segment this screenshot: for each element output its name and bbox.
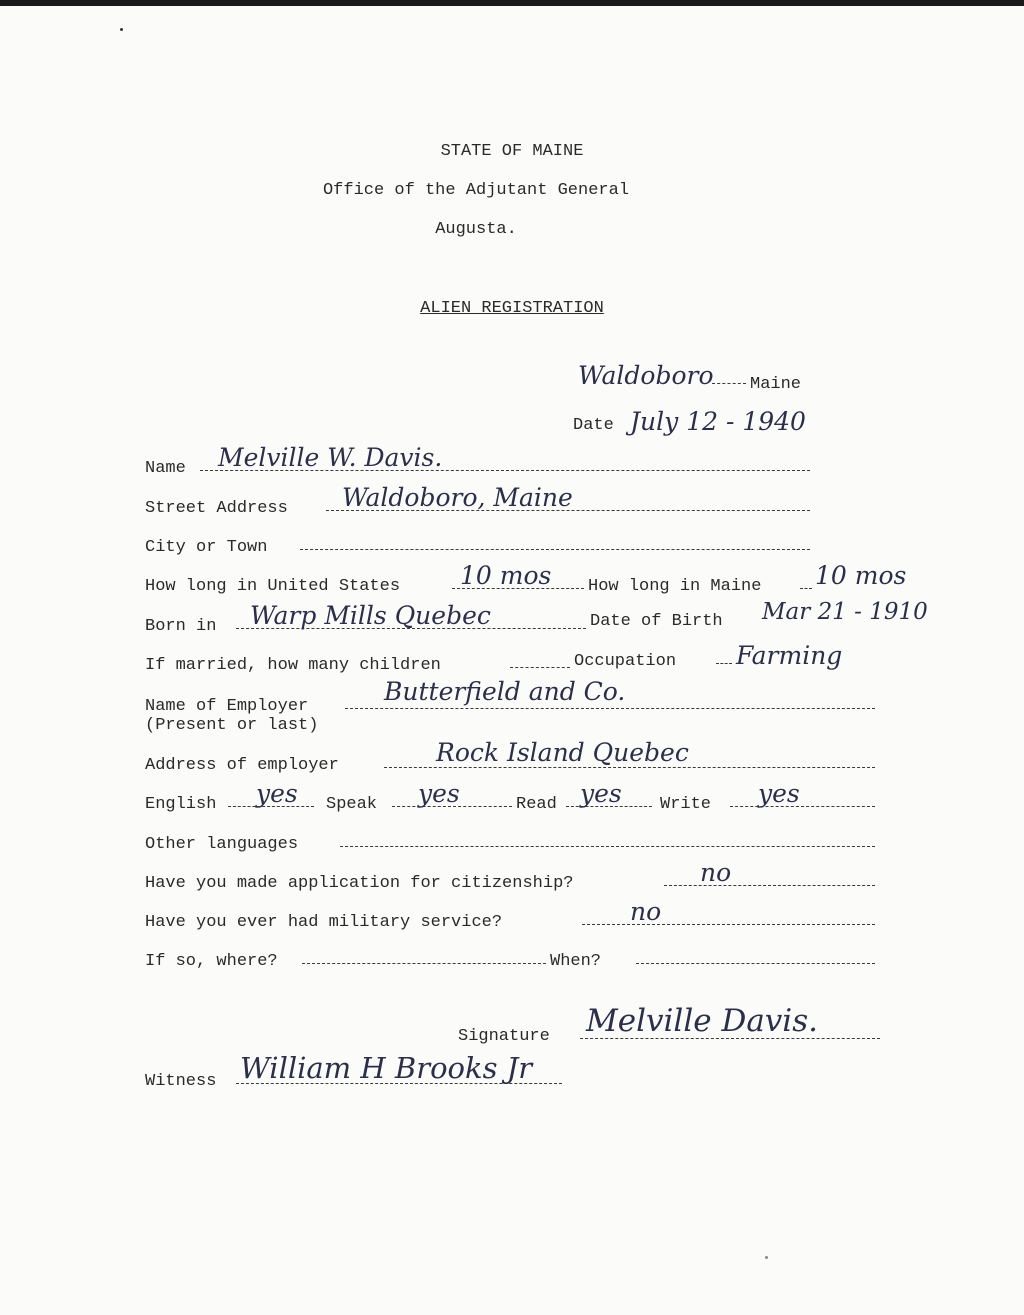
- write-label: Write: [660, 795, 712, 814]
- paper-speck: [120, 28, 123, 31]
- handwritten-dob: Mar 21 - 1910: [762, 599, 928, 625]
- when-line: [636, 963, 875, 964]
- city-line: [300, 549, 810, 550]
- handwritten-occupation: Farming: [736, 641, 843, 670]
- handwritten-date: July 12 - 1940: [630, 407, 806, 436]
- handwritten-howlong-us: 10 mos: [460, 561, 552, 590]
- witness-label: Witness: [145, 1072, 217, 1091]
- citizenship-line: [664, 885, 875, 886]
- header-state: STATE OF MAINE: [440, 142, 584, 161]
- speak-label: Speak: [326, 795, 378, 814]
- handwritten-emp-address: Rock Island Quebec: [436, 738, 689, 767]
- occupation-label: Occupation: [574, 652, 677, 671]
- paper-speck: [765, 1256, 768, 1259]
- military-label: Have you ever had military service?: [145, 913, 503, 932]
- handwritten-born: Warp Mills Quebec: [250, 601, 491, 630]
- when-label: When?: [550, 952, 602, 971]
- where-label: If so, where?: [145, 952, 278, 971]
- children-line: [510, 667, 570, 668]
- handwritten-read: yes: [580, 779, 622, 808]
- emp-address-line: [384, 767, 875, 768]
- handwritten-street: Waldoboro, Maine: [342, 483, 573, 512]
- employer-sub-label: (Present or last): [145, 716, 319, 735]
- handwritten-military: no: [630, 897, 662, 926]
- place-dash: [712, 383, 746, 384]
- handwritten-howlong-me: 10 mos: [815, 561, 907, 590]
- form-title: ALIEN REGISTRATION: [420, 299, 604, 318]
- military-line: [582, 924, 875, 925]
- handwritten-english: yes: [256, 779, 298, 808]
- signature-label: Signature: [458, 1027, 550, 1046]
- street-label: Street Address: [145, 499, 288, 518]
- where-line: [302, 963, 546, 964]
- citizenship-label: Have you made application for citizenship?: [145, 874, 574, 893]
- date-label: Date: [573, 416, 614, 435]
- howlong-me-label: How long in Maine: [588, 577, 762, 596]
- handwritten-name: Melville W. Davis.: [218, 443, 443, 472]
- born-label: Born in: [145, 617, 217, 636]
- howlong-me-line: [800, 588, 812, 589]
- occupation-line: [716, 663, 732, 664]
- header-city: Augusta.: [435, 220, 517, 239]
- handwritten-signature: Melville Davis.: [586, 1003, 818, 1039]
- howlong-us-label: How long in United States: [145, 577, 401, 596]
- city-label: City or Town: [145, 538, 268, 557]
- header-office: Office of the Adjutant General: [322, 181, 630, 200]
- write-line: [730, 806, 875, 807]
- emp-address-label: Address of employer: [145, 756, 339, 775]
- handwritten-speak: yes: [418, 779, 460, 808]
- dob-label: Date of Birth: [590, 612, 723, 631]
- place-suffix-label: Maine: [750, 375, 802, 394]
- handwritten-place: Waldoboro: [578, 361, 714, 390]
- handwritten-employer: Butterfield and Co.: [384, 677, 626, 706]
- handwritten-citizenship: no: [700, 858, 732, 887]
- other-lang-line: [340, 846, 875, 847]
- name-label: Name: [145, 459, 186, 478]
- document-page: [0, 6, 1024, 1315]
- english-label: English: [145, 795, 217, 814]
- handwritten-witness: William H Brooks Jr: [240, 1051, 533, 1085]
- other-lang-label: Other languages: [145, 835, 299, 854]
- employer-line: [345, 708, 875, 709]
- employer-label: Name of Employer: [145, 697, 309, 716]
- read-label: Read: [516, 795, 557, 814]
- handwritten-write: yes: [758, 779, 800, 808]
- children-label: If married, how many children: [145, 656, 441, 675]
